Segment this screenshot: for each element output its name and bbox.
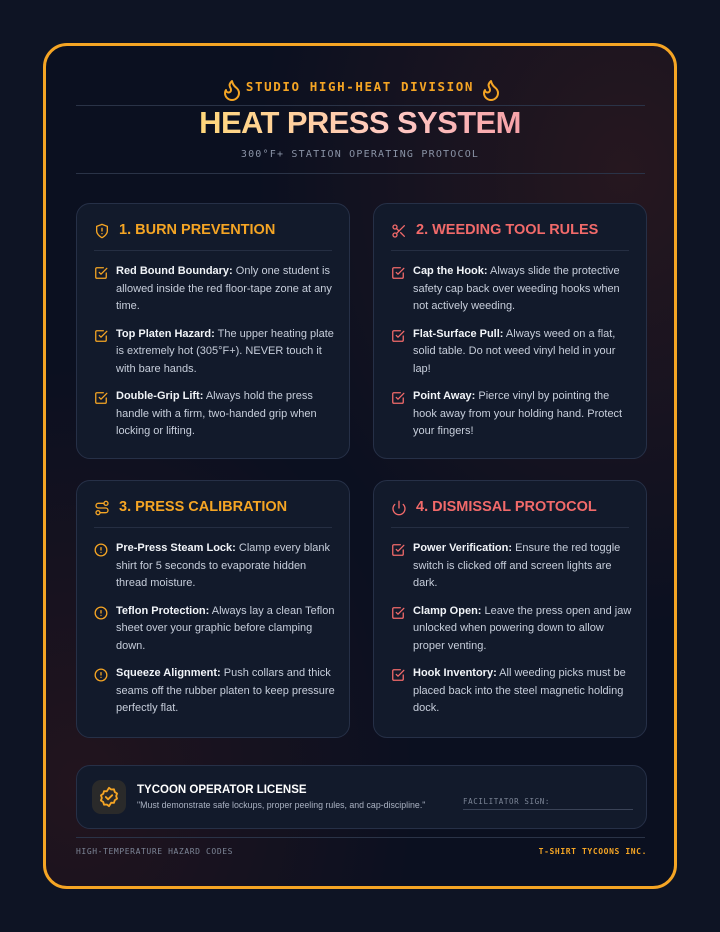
page-subtitle: 300°F+ STATION OPERATING PROTOCOL bbox=[240, 149, 480, 160]
list-item: Double-Grip Lift: Always hold the press handle with a firm, two-handed grip when locking or lifting. bbox=[94, 388, 335, 441]
alert-circle-icon bbox=[94, 668, 108, 682]
badge-check-icon bbox=[98, 786, 120, 808]
footer-divider bbox=[76, 837, 645, 838]
list-item: Cap the Hook: Always slide the protective safety cap back over weeding hooks when not actively weeding. bbox=[391, 263, 632, 316]
section-card-burn-prevention bbox=[76, 203, 350, 459]
check-square-icon bbox=[94, 329, 108, 343]
power-icon bbox=[391, 500, 407, 516]
division-label: STUDIO HIGH-HEAT DIVISION bbox=[245, 79, 475, 94]
list-item: Squeeze Alignment: Push collars and thick seams off the rubber platen to keep pressure perfectly flat. bbox=[94, 665, 335, 718]
shield-alert-icon bbox=[94, 223, 110, 239]
check-square-icon bbox=[391, 391, 405, 405]
page-title: HEAT PRESS SYSTEM bbox=[199, 105, 521, 140]
section-title: 2. WEEDING TOOL RULES bbox=[391, 222, 629, 251]
facilitator-sign-line[interactable]: FACILITATOR SIGN: bbox=[463, 797, 633, 810]
list-item: Red Bound Boundary: Only one student is allowed inside the red floor-tape zone at any time. bbox=[94, 263, 335, 316]
flame-icon bbox=[479, 76, 503, 104]
license-badge bbox=[92, 780, 126, 814]
alert-circle-icon bbox=[94, 543, 108, 557]
section-card-weeding-tool-rules bbox=[373, 203, 647, 459]
list-item: Clamp Open: Leave the press open and jaw unlocked when powering down to allow proper venting. bbox=[391, 603, 632, 656]
check-square-icon bbox=[391, 543, 405, 557]
list-item: Point Away: Pierce vinyl by pointing the hook away from your holding hand. Protect your fingers! bbox=[391, 388, 632, 441]
scissors-icon bbox=[391, 223, 407, 239]
list-item: Top Platen Hazard: The upper heating plate is extremely hot (305°F+). NEVER touch it with bare hands. bbox=[94, 326, 335, 379]
route-icon bbox=[94, 500, 110, 516]
list-item: Power Verification: Ensure the red toggle switch is clicked off and screen lights are dark. bbox=[391, 540, 632, 593]
alert-circle-icon bbox=[94, 606, 108, 620]
list-item: Pre-Press Steam Lock: Clamp every blank shirt for 5 seconds to evaporate hidden thread moisture. bbox=[94, 540, 335, 593]
check-square-icon bbox=[94, 266, 108, 280]
check-square-icon bbox=[391, 266, 405, 280]
footer-brand: T-SHIRT TYCOONS INC. bbox=[538, 847, 647, 856]
license-quote: "Must demonstrate safe lockups, proper peeling rules, and cap-discipline." bbox=[137, 800, 426, 810]
section-title: 3. PRESS CALIBRATION bbox=[94, 499, 332, 528]
check-square-icon bbox=[391, 329, 405, 343]
list-item: Hook Inventory: All weeding picks must be placed back into the steel magnetic holding dock. bbox=[391, 665, 632, 718]
section-card-press-calibration bbox=[76, 480, 350, 738]
list-item: Flat-Surface Pull: Always weed on a flat, solid table. Do not weed vinyl held in your lap! bbox=[391, 326, 632, 379]
operator-license-panel bbox=[76, 765, 647, 829]
section-title: 4. DISMISSAL PROTOCOL bbox=[391, 499, 629, 528]
check-square-icon bbox=[391, 668, 405, 682]
check-square-icon bbox=[94, 391, 108, 405]
poster-frame bbox=[43, 43, 677, 889]
header-divider bbox=[76, 173, 645, 174]
section-title: 1. BURN PREVENTION bbox=[94, 222, 332, 251]
footer-left-text: HIGH-TEMPERATURE HAZARD CODES bbox=[76, 847, 234, 856]
section-card-dismissal-protocol bbox=[373, 480, 647, 738]
license-title: TYCOON OPERATOR LICENSE bbox=[137, 784, 307, 796]
list-item: Teflon Protection: Always lay a clean Teflon sheet over your graphic before clamping down. bbox=[94, 603, 335, 656]
check-square-icon bbox=[391, 606, 405, 620]
